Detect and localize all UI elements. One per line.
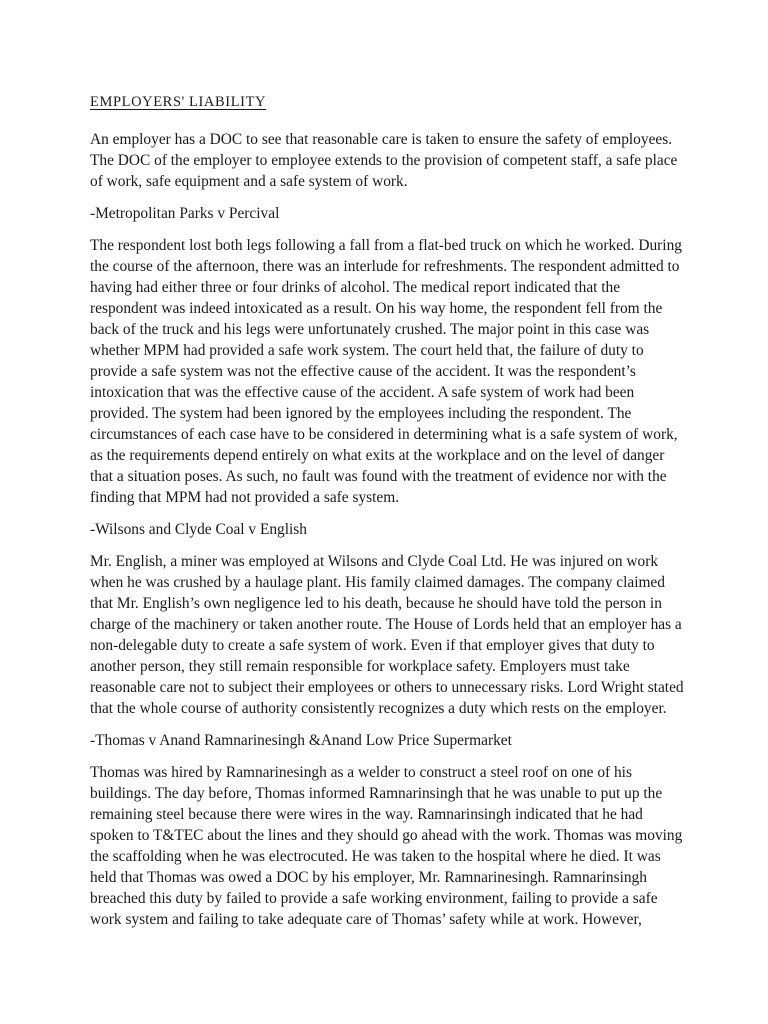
text-line: The respondent lost both legs following a fall from a flat-bed truck on which he worked. During bbox=[90, 237, 682, 254]
text-line: finding that MPM had not provided a safe system. bbox=[90, 489, 400, 506]
document-heading: EMPLOYERS' LIABILITY bbox=[90, 94, 267, 110]
text-line: having had either three or four drinks of alcohol. The medical report indicated that the bbox=[90, 279, 621, 296]
case-title-metropolitan-parks: -Metropolitan Parks v Percival bbox=[90, 205, 280, 222]
text-line: An employer has a DOC to see that reasonable care is taken to ensure the safety of employees. bbox=[90, 131, 673, 148]
text-line: that the whole course of authority consistently recognizes a duty which rests on the employer. bbox=[90, 700, 667, 717]
text-line: intoxication that was the effective cause of the accident. A safe system of work had been bbox=[90, 384, 635, 401]
text-line: when he was crushed by a haulage plant. His family claimed damages. The company claimed bbox=[90, 574, 665, 591]
case-body-metropolitan-parks bbox=[90, 235, 690, 508]
text-line: non-delegable duty to create a safe system of work. Even if that employer gives that duty to bbox=[90, 637, 655, 654]
text-line: that a situation poses. As such, no fault was found with the treatment of evidence nor with the bbox=[90, 468, 667, 485]
text-line: provide a safe system was not the effective cause of the accident. It was the respondent’s bbox=[90, 363, 636, 380]
text-line: remaining steel because there were wires in the way. Ramnarinsingh indicated that he had bbox=[90, 806, 643, 823]
case-title-wilsons-clyde-coal: -Wilsons and Clyde Coal v English bbox=[90, 521, 307, 538]
case-title-thomas-v-ramnarinesingh: -Thomas v Anand Ramnarinesingh &Anand Low Price Supermarket bbox=[90, 732, 512, 749]
text-line: spoken to T&TEC about the lines and they should go ahead with the work. Thomas was moving bbox=[90, 827, 683, 844]
text-line: reasonable care not to subject their employees or others to unnecessary risks. Lord Wright stated bbox=[90, 679, 684, 696]
text-line: respondent was indeed intoxicated as a result. On his way home, the respondent fell from the bbox=[90, 300, 663, 317]
text-line: Thomas was hired by Ramnarinesingh as a welder to construct a steel roof on one of his bbox=[90, 764, 632, 781]
text-line: whether MPM had provided a safe work system. The court held that, the failure of duty to bbox=[90, 342, 644, 359]
text-line: breached this duty by failed to provide a safe working environment, failing to provide a safe bbox=[90, 890, 658, 907]
case-body-thomas-v-ramnarinesingh bbox=[90, 762, 690, 930]
text-line: held that Thomas was owed a DOC by his employer, Mr. Ramnarinesingh. Ramnarinsingh bbox=[90, 869, 647, 886]
text-line: The DOC of the employer to employee extends to the provision of competent staff, a safe place bbox=[90, 152, 678, 169]
text-line: the course of the afternoon, there was an interlude for refreshments. The respondent admitted to bbox=[90, 258, 680, 275]
case-body-wilsons-clyde-coal bbox=[90, 551, 690, 719]
text-line: buildings. The day before, Thomas informed Ramnarinsingh that he was unable to put up the bbox=[90, 785, 663, 802]
text-line: circumstances of each case have to be considered in determining what is a safe system of work, bbox=[90, 426, 678, 443]
text-line: Mr. English, a miner was employed at Wilsons and Clyde Coal Ltd. He was injured on work bbox=[90, 553, 659, 570]
text-line: of work, safe equipment and a safe system of work. bbox=[90, 173, 408, 190]
text-line: charge of the machinery or taken another route. The House of Lords held that an employer has a bbox=[90, 616, 682, 633]
text-line: work system and failing to take adequate care of Thomas’ safety while at work. However, bbox=[90, 911, 642, 928]
document-content bbox=[90, 92, 690, 941]
intro-paragraph bbox=[90, 129, 690, 192]
text-line: as the requirements depend entirely on what exits at the workplace and on the level of danger bbox=[90, 447, 665, 464]
text-line: provided. The system had been ignored by the employees including the respondent. The bbox=[90, 405, 632, 422]
text-line: the scaffolding when he was electrocuted. He was taken to the hospital where he died. It was bbox=[90, 848, 661, 865]
text-line: back of the truck and his legs were unfortunately crushed. The major point in this case was bbox=[90, 321, 650, 338]
text-line: that Mr. English’s own negligence led to his death, because he should have told the person in bbox=[90, 595, 662, 612]
text-line: another person, they still remain responsible for workplace safety. Employers must take bbox=[90, 658, 630, 675]
